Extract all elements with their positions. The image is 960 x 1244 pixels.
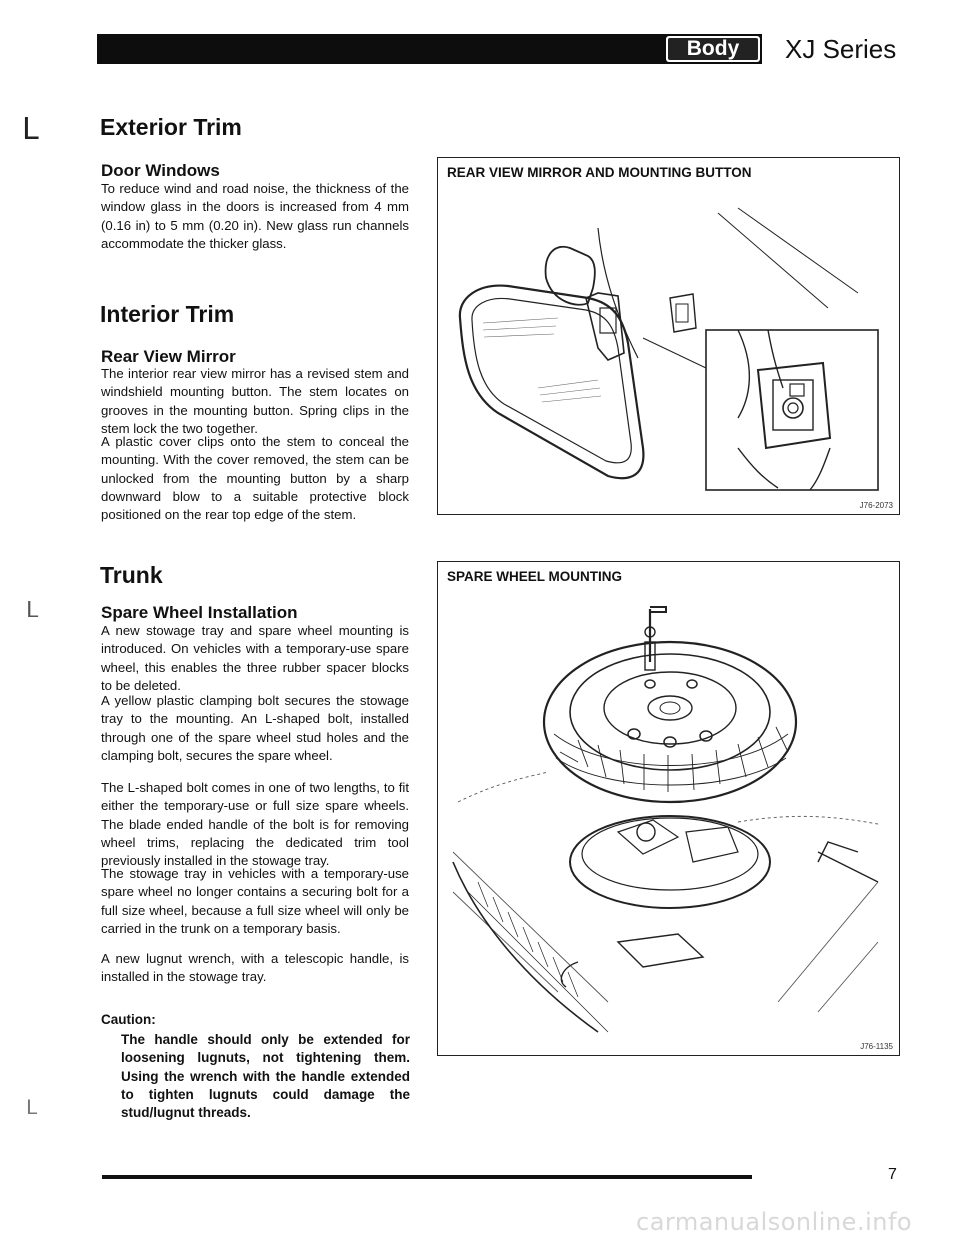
paragraph-spare-4: The stowage tray in vehicles with a temporary-use spare wheel no longer contains a securing bolt for a full size wheel, because a full size wheel will only be carried in the trunk on a temporary basis. [101,866,409,936]
margin-mark: ᒪ [26,598,39,623]
figure-ref: J76-2073 [859,501,893,510]
series-title: XJ Series [785,34,897,64]
header-bar [97,34,762,64]
paragraph-spare-1: A new stowage tray and spare wheel mounting is introduced. On vehicles with a temporary-use spare wheel, this enables the three rubber spacer blocks to be deleted. [101,623,409,693]
figure-title: SPARE WHEEL MOUNTING [447,569,623,584]
section-title-interior: Interior Trim [100,301,235,327]
paragraph-mirror-1: The interior rear view mirror has a revised stem and windshield mounting button. The stem locates on grooves in the mounting button. Spring clips in the stem lock the two together. [101,366,409,436]
spare-wheel-illustration [438,562,898,1054]
watermark: carmanualsonline.info [636,1208,913,1236]
heading-rear-view-mirror: Rear View Mirror [101,347,236,366]
footer-rule [102,1175,752,1179]
page-number: 7 [888,1166,897,1183]
paragraph-door-windows: To reduce wind and road noise, the thickness of the window glass in the doors is increased from 4 mm (0.16 in) to 5 mm (0.20 in). New glass run channels accommodate the thicker glass. [101,181,409,251]
margin-mark: ᒪ [26,1095,38,1119]
paragraph-mirror-2: A plastic cover clips onto the stem to conceal the mounting. With the cover removed, the stem can be unlocked from the mounting button by a sharp downward blow to a suitable protective block positioned on the rear top edge of the stem. [101,434,409,523]
margin-mark: ᒪ [22,112,39,147]
figure-spare-wheel [437,561,900,1056]
figure-title: REAR VIEW MIRROR AND MOUNTING BUTTON [447,165,752,180]
caution-label: Caution: [101,1012,156,1027]
section-title-trunk: Trunk [100,562,163,588]
mirror-illustration [438,158,898,513]
section-title-exterior: Exterior Trim [100,114,242,140]
figure-ref: J76-1135 [860,1042,893,1051]
paragraph-spare-3: The L-shaped bolt comes in one of two lengths, to fit either the temporary-use or full size spare wheels. The blade ended handle of the bolt is for removing wheel trims, replacing the dedicated trim tool previously installed in the stowage tray. [101,780,409,869]
section-tag [666,36,760,62]
figure-rear-view-mirror [437,157,900,515]
paragraph-spare-5: A new lugnut wrench, with a telescopic handle, is installed in the stowage tray. [101,951,409,985]
section-label: Body [668,38,758,60]
paragraph-spare-2: A yellow plastic clamping bolt secures the stowage tray to the mounting. An L-shaped bolt, installed through one of the spare wheel stud holes and the clamping bolt, secures the spare wheel. [101,693,409,763]
caution-text: The handle should only be extended for loosening lugnuts, not tightening them. Using the wrench with the handle extended to tighten lugnuts could damage the stud/lugnut threads. [121,1032,410,1121]
heading-spare-wheel: Spare Wheel Installation [101,603,298,622]
heading-door-windows: Door Windows [101,161,220,180]
